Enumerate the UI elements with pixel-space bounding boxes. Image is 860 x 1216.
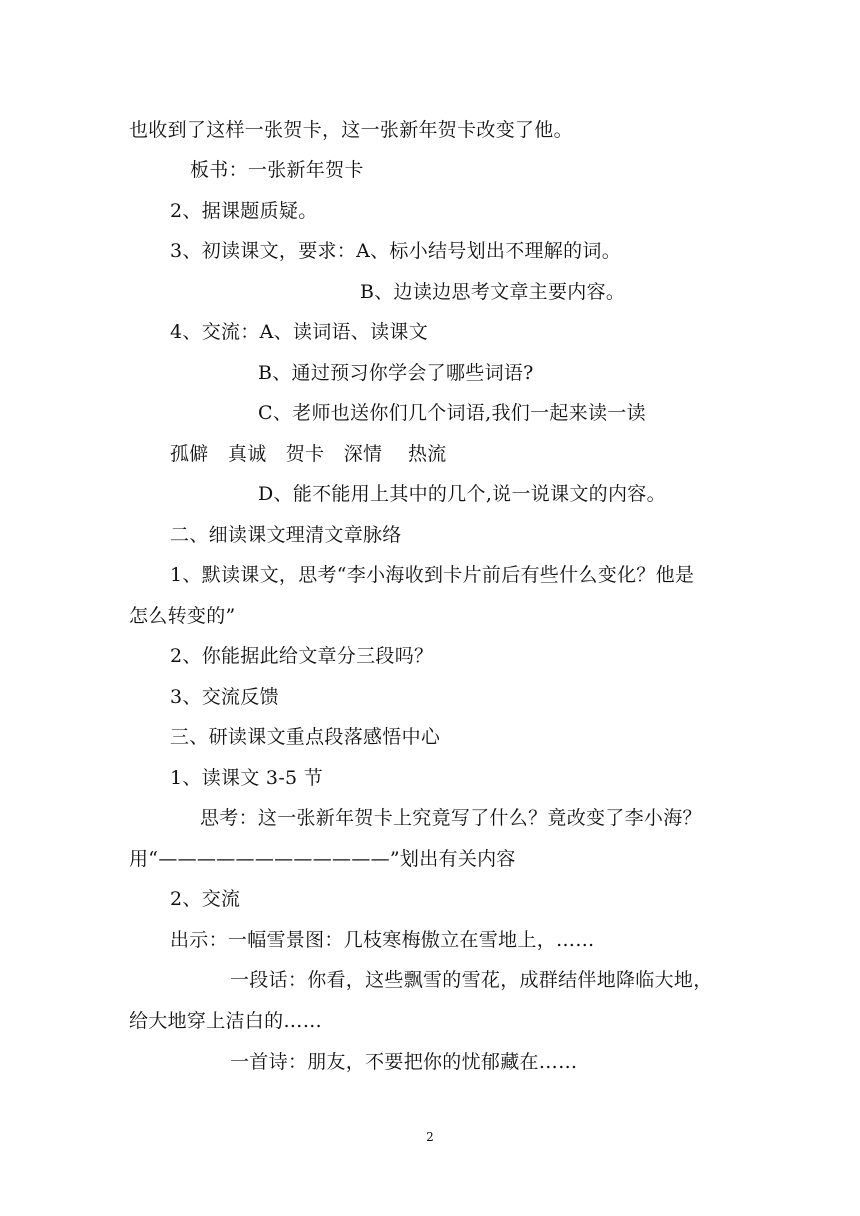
text-line: D、能不能用上其中的几个,说一说课文的内容。 <box>258 483 666 505</box>
page-number: 2 <box>426 1130 434 1144</box>
text-line: 3、初读课文，要求：A、标小结号划出不理解的词。 <box>170 240 622 262</box>
text-line: 二、细读课文理清文章脉络 <box>170 524 402 546</box>
text-line: 2、你能据此给文章分三段吗？ <box>170 645 434 667</box>
text-line: 思考：这一张新年贺卡上究竟写了什么？竟改变了李小海？ <box>200 807 702 829</box>
text-line: 1、默读课文，思考“李小海收到卡片前后有些什么变化？他是 <box>170 564 695 586</box>
text-line: 一首诗：朋友，不要把你的忧郁藏在…… <box>230 1051 578 1073</box>
text-line: 三、研读课文重点段落感悟中心 <box>170 726 441 748</box>
text-line: 给大地穿上洁白的…… <box>129 1010 323 1032</box>
text-line: 用“————————————”划出有关内容 <box>129 848 516 870</box>
text-line: C、老师也送你们几个词语,我们一起来读一读 <box>258 402 646 424</box>
text-line: 一段话：你看，这些飘雪的雪花，成群结伴地降临大地， <box>230 969 713 991</box>
text-line: 4、交流：A、读词语、读课文 <box>170 321 429 343</box>
text-line: 也收到了这样一张贺卡，这一张新年贺卡改变了他。 <box>129 119 573 141</box>
text-line: 2、交流 <box>170 888 241 910</box>
text-line: 出示：一幅雪景图：几枝寒梅傲立在雪地上，…… <box>170 929 595 951</box>
text-line: 孤僻 真诚 贺卡 深情 热流 <box>170 443 447 465</box>
text-line: 3、交流反馈 <box>170 686 279 708</box>
text-line: 怎么转变的” <box>129 605 236 627</box>
text-line: B、通过预习你学会了哪些词语? <box>258 362 534 384</box>
text-line: 板书：一张新年贺卡 <box>190 159 364 181</box>
text-line: 2、据课题质疑。 <box>170 200 318 222</box>
text-line: B、边读边思考文章主要内容。 <box>360 281 626 303</box>
text-line: 1、读课文 3-5 节 <box>170 767 324 789</box>
